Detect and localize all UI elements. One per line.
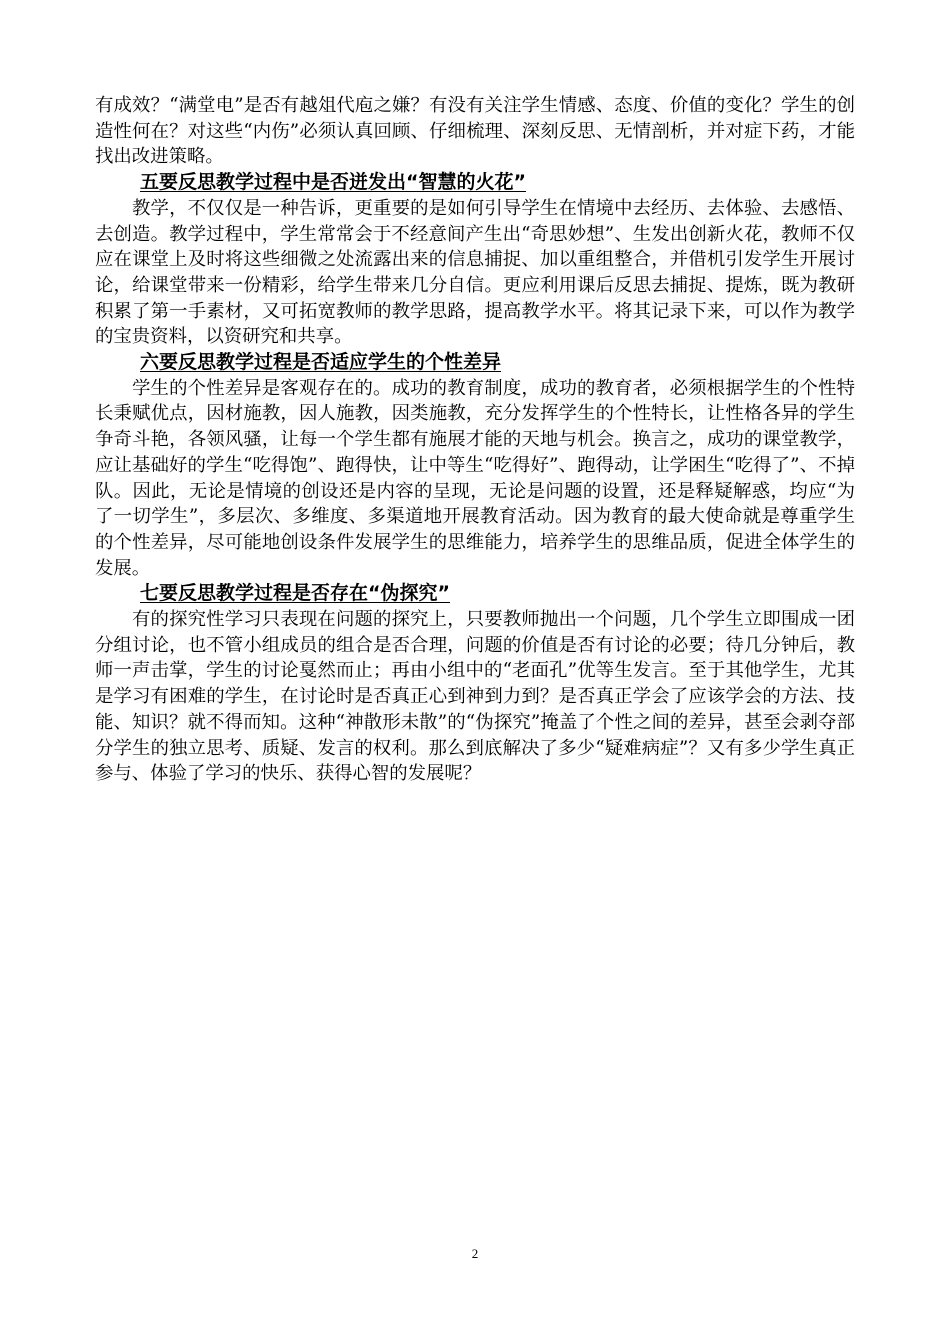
section-body-5: 教学，不仅仅是一种告诉，更重要的是如何引导学生在情境中去经历、去体验、去感悟、去创造。教学过程中，学生常常会于不经意间产生出“奇思妙想”、生发出创新火花，教师不仅应在课堂上及时将这些细微之处流露出来的信息捕捉、加以重组整合，并借机引发学生开展讨论，给课堂带来一份精彩，给学生带来几分自信。更应利用课后反思去捕捉、提炼，既为教研积累了第一手素材，又可拓宽教师的教学思路，提高教学水平。将其记录下来，可以作为教学的宝贵资料，以资研究和共享。 — [95, 197, 855, 348]
intro-paragraph: 有成效？“满堂电”是否有越俎代庖之嫌？有没有关注学生情感、态度、价值的变化？学生的创造性何在？对这些“内伤”必须认真回顾、仔细梳理、深刻反思、无情剖析，并对症下药，才能找出改进策略。 — [95, 95, 855, 168]
section-heading-6 — [95, 350, 855, 376]
section-body-7: 有的探究性学习只表现在问题的探究上，只要教师抛出一个问题，几个学生立即围成一团分组讨论，也不管小组成员的组合是否合理，问题的价值是否有讨论的必要；待几分钟后，教师一声击掌，学生的讨论戛然而止；再由小组中的“老面孔”优等生发言。至于其他学生，尤其是学习有困难的学生，在讨论时是否真正心到神到力到？是否真正学会了应该学会的方法、技能、知识？就不得而知。这种“神散形未散”的“伪探究”掩盖了个性之间的差异，甚至会剥夺部分学生的独立思考、质疑、发言的权利。那么到底解决了多少“疑难病症”？又有多少学生真正参与、体验了学习的快乐、获得心智的发展呢？ — [95, 609, 855, 785]
section-heading-7 — [95, 581, 855, 607]
section-heading-7-text: 七要反思教学过程是否存在“伪探究” — [140, 582, 450, 605]
section-heading-5 — [95, 170, 855, 196]
section-heading-5-text: 五要反思教学过程中是否迸发出“智慧的火花” — [140, 171, 526, 194]
page-number: 2 — [471, 1246, 479, 1261]
section-heading-6-text: 六要反思教学过程是否适应学生的个性差异 — [140, 351, 502, 374]
document-page — [95, 93, 855, 787]
section-body-6: 学生的个性差异是客观存在的。成功的教育制度，成功的教育者，必须根据学生的个性特长秉赋优点，因材施教，因人施教，因类施教，充分发挥学生的个性特长，让性格各异的学生争奇斗艳，各领风骚，让每一个学生都有施展才能的天地与机会。换言之，成功的课堂教学，应让基础好的学生“吃得饱”、跑得快，让中等生“吃得好”、跑得动，让学困生“吃得了”、不掉队。因此，无论是情境的创设还是内容的呈现，无论是问题的设置，还是释疑解惑，均应“为了一切学生”，多层次、多维度、多渠道地开展教育活动。因为教育的最大使命就是尊重学生的个性差异，尽可能地创设条件发展学生的思维能力，培养学生的思维品质，促进全体学生的发展。 — [95, 377, 855, 579]
